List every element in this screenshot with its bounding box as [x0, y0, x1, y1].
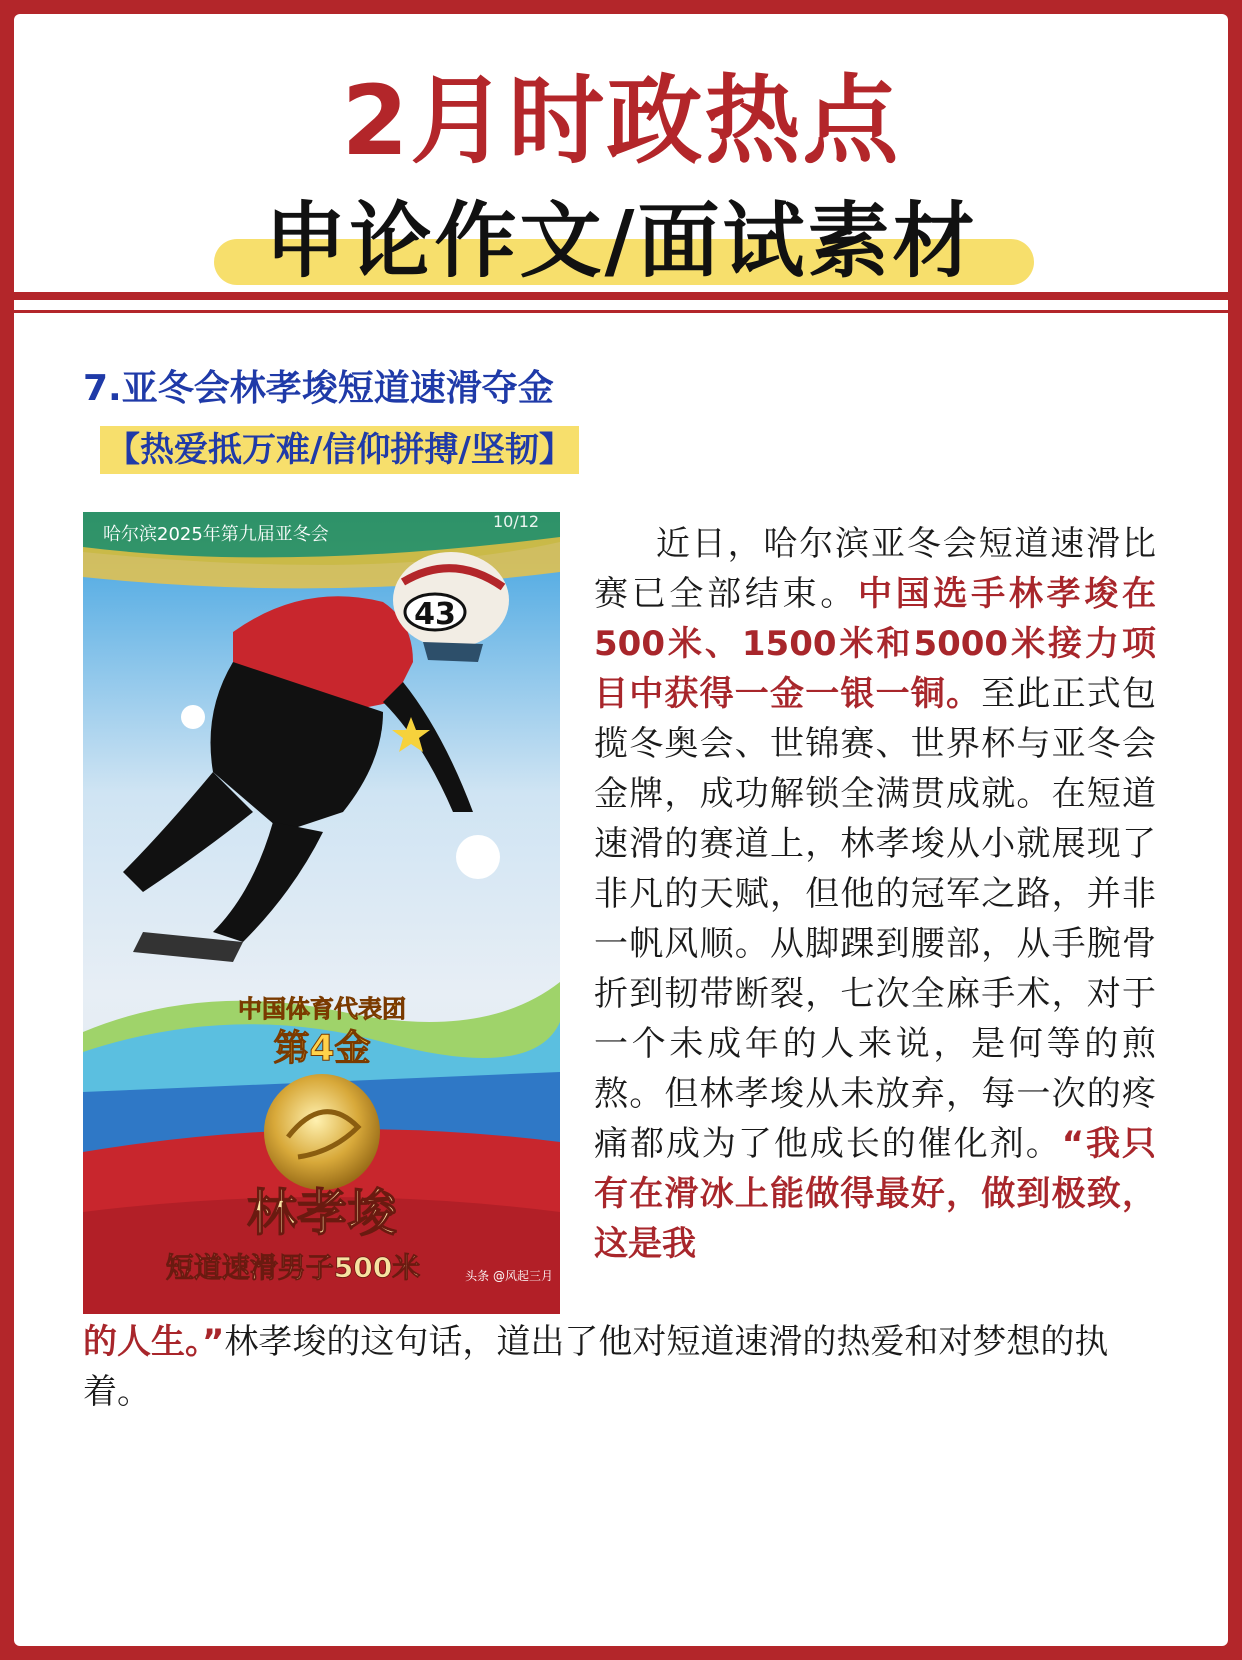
page-title: 2月时政热点 [341, 65, 901, 177]
section-heading: 7.亚冬会林孝埈短道速滑夺金 [83, 368, 554, 409]
article-main: 至此正式包揽冬奥会、世锦赛、世界杯与亚冬会金牌，成功解锁全满贯成就。在短道速滑的赛道上，林孝埈从小就展现了非凡的天赋，但他的冠军之路，并非一帆风顺。从脚踝到腰部，从手腕骨折到韧带断裂，七次全麻手术，对于一个未成年的人来说，是何等的煎熬。但林孝埈从未放弃，每一次的疼痛都成为了他成长的催化剂。 [594, 674, 1157, 1164]
poster-team: 中国体育代表团 [238, 995, 406, 1023]
divider-thin [14, 310, 1228, 313]
poster-discipline: 短道速滑男子500米 [165, 1251, 421, 1284]
poster-date: 10/12 [493, 512, 540, 531]
article-tail [83, 1317, 1158, 1417]
article-quote-start: “我只有在滑冰上能做得最好，做到极致，这是我 [594, 1124, 1156, 1264]
poster-event: 哈尔滨2025年第九届亚冬会 [103, 524, 329, 545]
helmet-number: 43 [414, 597, 456, 632]
section-tags: 【热爱抵万难/信仰拼搏/坚韧】 [100, 426, 579, 474]
athlete-poster [83, 512, 560, 1314]
poster-medal-count: 第4金 [273, 1028, 371, 1069]
page-subtitle: 申论作文/面试素材 [264, 194, 978, 289]
poster-illustration [83, 512, 560, 1314]
article-intro: 近日，哈尔滨亚冬会短道速滑比赛已全部结束。 [594, 524, 1156, 614]
divider-thick [14, 292, 1228, 300]
subtitle-wrap [14, 194, 1228, 290]
article-highlight-result: 中国选手林孝埈在500米、1500米和5000米接力项目中获得一金一银一铜。 [594, 574, 1156, 714]
article-quote-end: 的人生。” [83, 1322, 225, 1362]
article-body [594, 519, 1156, 1269]
poster-athlete: 林孝埈 [247, 1184, 397, 1242]
article-conclusion: 林孝埈的这句话，道出了他对短道速滑的热爱和对梦想的执着。 [83, 1322, 1109, 1412]
page-frame [14, 14, 1228, 1646]
poster-credit: 头条 @风起三月 [465, 1269, 553, 1283]
